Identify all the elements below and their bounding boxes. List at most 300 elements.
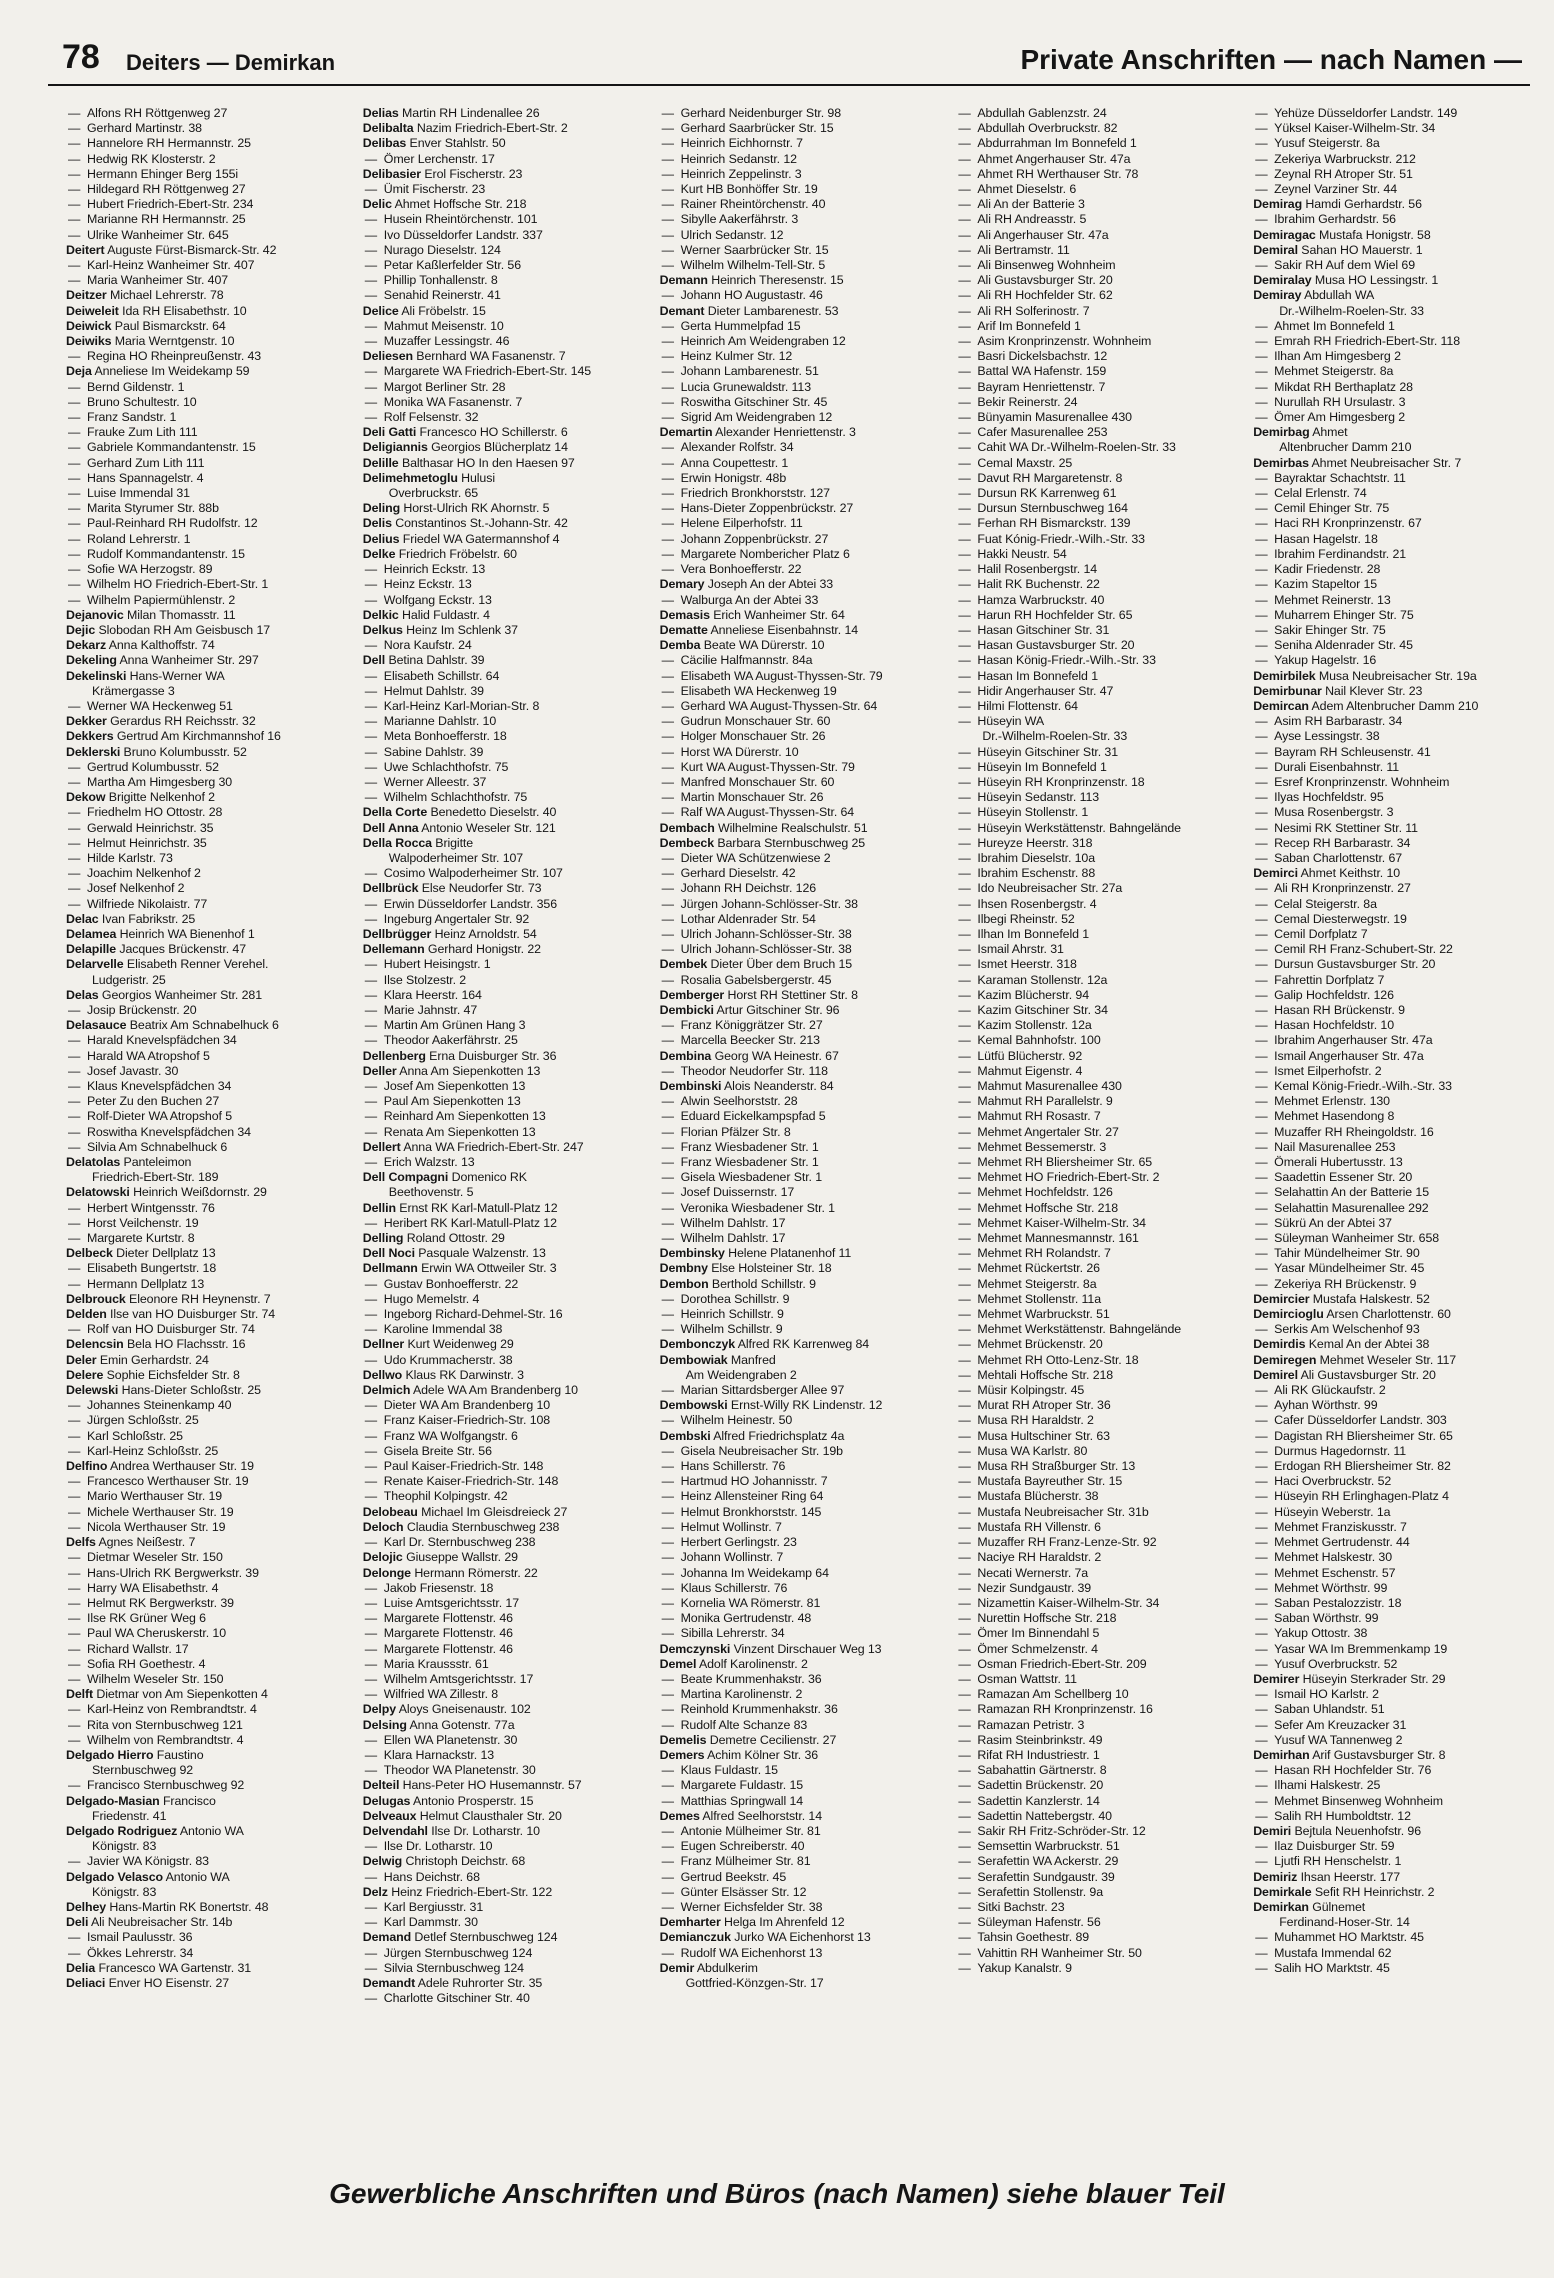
listing-entry: — Charlotte Gitschiner Str. 40 — [359, 1991, 646, 2006]
surname-entry: Demers Achim Kölner Str. 36 — [659, 1747, 819, 1762]
surname: Delft — [66, 1687, 94, 1702]
surname-entry: Deiweleit Ida RH Elisabethstr. 10 — [66, 303, 247, 318]
surname-entry: Demirkale Sefit RH Heinrichstr. 2 — [1253, 1884, 1435, 1899]
surname-entry: Dellenberg Erna Duisburger Str. 36 — [362, 1048, 557, 1063]
listing-entry: — Vera Bonhoefferstr. 22 — [656, 562, 943, 577]
listing-entry: — Hüseyin Werkstättenstr. Bahngelände — [952, 821, 1239, 836]
listing-entry: — Gerhard WA August-Thyssen-Str. 64 — [656, 699, 943, 714]
listing-entry: — Wilhelm Dahlstr. 17 — [656, 1216, 943, 1231]
listing-entry: — Cäcilie Halfmannstr. 84a — [656, 653, 943, 668]
listing-entry: — Luise Amtsgerichtsstr. 17 — [359, 1596, 646, 1611]
listing-entry: — Kazim Gitschiner Str. 34 — [952, 1003, 1239, 1018]
listing-entry: — Ilse Stolzestr. 2 — [359, 973, 646, 988]
listing-entry: — Uwe Schlachthofstr. 75 — [359, 760, 646, 775]
surname: Delac — [66, 911, 99, 926]
entry-continuation: Dr.-Wilhelm-Roelen-Str. 33 — [1279, 303, 1424, 318]
listing-entry: — Werner Eichsfelder Str. 38 — [656, 1900, 943, 1915]
listing-entry: — Musa RH Haraldstr. 2 — [952, 1413, 1239, 1428]
listing-entry: — Hidir Angerhauser Str. 47 — [952, 684, 1239, 699]
listing-entry: — Yüksel Kaiser-Wilhelm-Str. 34 — [1249, 121, 1536, 136]
listing-entry: — Heribert RK Karl-Matull-Platz 12 — [359, 1216, 646, 1231]
surname-entry: Delere Sophie Eichsfelder Str. 8 — [66, 1367, 240, 1382]
listing-entry: — Nurullah RH Ursulastr. 3 — [1249, 395, 1536, 410]
surname: Demartin — [659, 425, 713, 440]
listing-entry: — Wolfgang Eckstr. 13 — [359, 593, 646, 608]
listing-entry: — Meta Bonhoefferstr. 18 — [359, 729, 646, 744]
listing-entry: — Ökkes Lehrerstr. 34 — [62, 1946, 349, 1961]
listing-entry: — Hans-Dieter Zoppenbrückstr. 27 — [656, 501, 943, 516]
listing-entry: — Helmut Wollinstr. 7 — [656, 1520, 943, 1535]
listing-entry: — Gerhard Dieselstr. 42 — [656, 866, 943, 881]
surname-entry: Delden Ilse van HO Duisburger Str. 74 — [66, 1307, 276, 1322]
listing-entry: — Ismail Paulusstr. 36 — [62, 1930, 349, 1945]
entry-continuation: Friedrich-Ebert-Str. 189 — [92, 1170, 219, 1185]
listing-entry: — Mustafa Blücherstr. 38 — [952, 1489, 1239, 1504]
surname-entry: Delgado Rodriguez Antonio WA — [66, 1823, 244, 1838]
surname-entry: Demirel Ali Gustavsburger Str. 20 — [1253, 1367, 1436, 1382]
listing-entry: — Mehmet Franziskusstr. 7 — [1249, 1520, 1536, 1535]
surname-entry: Dembach Wilhelmine Realschulstr. 51 — [659, 820, 868, 835]
listing-entry: — Sefer Am Kreuzacker 31 — [1249, 1718, 1536, 1733]
listing-entry: — Klaus Knevelspfädchen 34 — [62, 1079, 349, 1094]
listing-entry: — Rudolf Alte Schanze 83 — [656, 1718, 943, 1733]
listing-entry: — Esref Kronprinzenstr. Wohnheim — [1249, 775, 1536, 790]
listing-entry: — Marita Styrumer Str. 88b — [62, 501, 349, 516]
listing-entry: — Mahmut Masurenallee 430 — [952, 1079, 1239, 1094]
listing-entry: — Helmut Heinrichstr. 35 — [62, 836, 349, 851]
listing-entry: — Ulrike Wanheimer Str. 645 — [62, 228, 349, 243]
listing-entry: — Hartmud HO Johannisstr. 7 — [656, 1474, 943, 1489]
listing-entry: — Ali Bertramstr. 11 — [952, 243, 1239, 258]
surname: Delling — [362, 1231, 404, 1246]
surname: Delas — [66, 987, 99, 1002]
listing-entry: — Heinz Eckstr. 13 — [359, 577, 646, 592]
listing-entry: — Cafer Masurenallee 253 — [952, 425, 1239, 440]
surname: Delic — [362, 197, 392, 212]
listing-entry: — Hüseyin Im Bonnefeld 1 — [952, 760, 1239, 775]
listing-entry: — Yusuf Steigerstr. 8a — [1249, 136, 1536, 151]
surname: Deli — [66, 1915, 89, 1930]
listing-entry: — Werner Saarbrücker Str. 15 — [656, 243, 943, 258]
surname: Deli Gatti — [362, 425, 417, 440]
surname-entry: Demirbilek Musa Neubreisacher Str. 19a — [1253, 668, 1477, 683]
surname-entry: Delfino Andrea Werthauser Str. 19 — [66, 1459, 254, 1474]
surname: Demant — [659, 303, 705, 318]
listing-entry: — Muharrem Ehinger Str. 75 — [1249, 608, 1536, 623]
listing-entry: — Jürgen Schloßstr. 25 — [62, 1413, 349, 1428]
listing-entry: — Hüseyin Stollenstr. 1 — [952, 805, 1239, 820]
surname-entry: Delibalta Nazim Friedrich-Ebert-Str. 2 — [362, 121, 568, 136]
listing-entry: — Elisabeth WA Heckenweg 19 — [656, 684, 943, 699]
listing-entry: — Hubert Friedrich-Ebert-Str. 234 — [62, 197, 349, 212]
surname: Delia — [66, 1960, 96, 1975]
surname-entry: Demasis Erich Wanheimer Str. 64 — [659, 607, 845, 622]
surname-entry: Delarvelle Elisabeth Renner Verehel. — [66, 957, 269, 972]
surname-entry: Deli Ali Neubreisacher Str. 14b — [66, 1915, 233, 1930]
listing-entry: — Mehmet Stollenstr. 11a — [952, 1292, 1239, 1307]
surname: Delfino — [66, 1459, 108, 1474]
listing-entry: — Rolf Felsenstr. 32 — [359, 410, 646, 425]
entry-continuation: Am Weidengraben 2 — [685, 1367, 797, 1382]
surname-entry: Delgado-Masian Francisco — [66, 1793, 216, 1808]
surname-entry: Delis Constantinos St.-Johann-Str. 42 — [362, 516, 568, 531]
surname: Delimehmetoglu — [362, 470, 458, 485]
listing-entry: — Hildegard RH Röttgenweg 27 — [62, 182, 349, 197]
surname: Demers — [659, 1747, 705, 1762]
listing-entry: — Süleyman Wanheimer Str. 658 — [1249, 1231, 1536, 1246]
listing-entry: — Ramazan Am Schellberg 10 — [952, 1687, 1239, 1702]
listing-entry: — Bernd Gildenstr. 1 — [62, 380, 349, 395]
surname: Della Rocca — [362, 835, 432, 850]
listing-entry: — Gerhard Saarbrücker Str. 15 — [656, 121, 943, 136]
surname-entry: Delewski Hans-Dieter Schloßstr. 25 — [66, 1383, 261, 1398]
surname-entry: Demiri Bejtula Neuenhofstr. 96 — [1253, 1823, 1422, 1838]
surname-entry: Dell Compagni Domenico RK — [362, 1170, 527, 1185]
listing-entry: — Horst WA Dürerstr. 10 — [656, 745, 943, 760]
listing-entry: — Wilhelm Weseler Str. 150 — [62, 1672, 349, 1687]
listing-entry: — Franz WA Wolfgangstr. 6 — [359, 1429, 646, 1444]
listing-entry: — Horst Veilchenstr. 19 — [62, 1216, 349, 1231]
surname: Delapille — [66, 942, 117, 957]
listing-entry: — Kemal König-Friedr.-Wilh.-Str. 33 — [1249, 1079, 1536, 1094]
surname-entry: Dell Betina Dahlstr. 39 — [362, 653, 485, 668]
listing-entry: — Cemal Diesterwegstr. 19 — [1249, 912, 1536, 927]
listing-entry: — Margarete Kurtstr. 8 — [62, 1231, 349, 1246]
surname-entry: Delic Ahmet Hoffsche Str. 218 — [362, 197, 527, 212]
surname-entry: Dekarz Anna Kalthoffstr. 74 — [66, 638, 215, 653]
listing-entry: — Karl Schloßstr. 25 — [62, 1429, 349, 1444]
listing-entry: — Hüseyin WA — [952, 714, 1239, 729]
listing-entry: — Margarete Flottenstr. 46 — [359, 1626, 646, 1641]
listing-entry: — Sabine Dahlstr. 39 — [359, 745, 646, 760]
listing-entry: — Dagistan RH Bliersheimer Str. 65 — [1249, 1429, 1536, 1444]
surname: Demircier — [1253, 1291, 1310, 1306]
surname-entry: Delias Martin RH Lindenallee 26 — [362, 106, 540, 120]
surname-entry: Demirag Hamdi Gerhardstr. 56 — [1253, 197, 1422, 212]
listing-entry: — Zeynel Varziner Str. 44 — [1249, 182, 1536, 197]
listing-entry: — Müsir Kolpingstr. 45 — [952, 1383, 1239, 1398]
surname: Demirer — [1253, 1671, 1300, 1686]
listing-entry: — Selahattin Masurenallee 292 — [1249, 1201, 1536, 1216]
listing-entry: — Klara Harnackstr. 13 — [359, 1748, 646, 1763]
listing-entry: — Dursun RK Karrenweg 61 — [952, 486, 1239, 501]
listing-entry: — Richard Wallstr. 17 — [62, 1642, 349, 1657]
surname: Dellwo — [362, 1367, 403, 1382]
surname-entry: Delobeau Michael Im Gleisdreieck 27 — [362, 1504, 568, 1519]
footer-note: Gewerbliche Anschriften und Büros (nach Namen) siehe blauer Teil — [329, 2178, 1225, 2209]
surname-entry: Dembina Georg WA Heinestr. 67 — [659, 1048, 839, 1063]
section-title: Private Anschriften — nach Namen — — [1020, 44, 1522, 75]
listing-entry: — Walburga An der Abtei 33 — [656, 593, 943, 608]
listing-entry: — Ibrahim Eschenstr. 88 — [952, 866, 1239, 881]
listing-entry: — Ömer Im Binnendahl 5 — [952, 1626, 1239, 1641]
listing-entry: — Ömer Am Himgesberg 2 — [1249, 410, 1536, 425]
listing-entry: — Reinhold Krummenhakstr. 36 — [656, 1702, 943, 1717]
surname: Dellert — [362, 1139, 401, 1154]
surname: Dellmann — [362, 1261, 418, 1276]
listing-entry: — Ali An der Batterie 3 — [952, 197, 1239, 212]
listing-entry: — Sibilla Lehrerstr. 34 — [656, 1626, 943, 1641]
listing-entry: — Josef Am Siepenkotten 13 — [359, 1079, 646, 1094]
surname: Delpy — [362, 1702, 397, 1717]
listing-entry: — Mehmet Brückenstr. 20 — [952, 1337, 1239, 1352]
surname: Delke — [362, 546, 396, 561]
surname-entry: Dellin Ernst RK Karl-Matull-Platz 12 — [362, 1200, 558, 1215]
listing-entry: — Ilhan Im Bonnefeld 1 — [952, 927, 1239, 942]
surname: Delis — [362, 516, 392, 531]
listing-entry: — Ömer Schmelzenstr. 4 — [952, 1642, 1239, 1657]
surname-entry: Dembon Berthold Schillstr. 9 — [659, 1276, 816, 1291]
surname-entry: Delft Dietmar von Am Siepenkotten 4 — [66, 1687, 268, 1702]
listing-entry: — Ilyas Hochfeldstr. 95 — [1249, 790, 1536, 805]
surname-entry: Delgado Hierro Faustino — [66, 1747, 204, 1762]
surname: Deligiannis — [362, 440, 428, 455]
surname-entry: Dellbrügger Heinz Arnoldstr. 54 — [362, 926, 537, 941]
surname-entry: Demiralay Musa HO Lessingstr. 1 — [1253, 273, 1439, 288]
listing-entry: — Karl Dammstr. 30 — [359, 1915, 646, 1930]
listing-entry: — Kazim Blücherstr. 94 — [952, 988, 1239, 1003]
surname-entry: Deliaci Enver HO Eisenstr. 27 — [66, 1975, 230, 1990]
listing-entry: — Ali RH Andreasstr. 5 — [952, 212, 1239, 227]
listing-entry: — Francisco Sternbuschweg 92 — [62, 1778, 349, 1793]
listing-entry: — Gabriele Kommandantenstr. 15 — [62, 440, 349, 455]
listing-entry: — Cahit WA Dr.-Wilhelm-Roelen-Str. 33 — [952, 440, 1239, 455]
listing-entry: — Josef Javastr. 30 — [62, 1064, 349, 1079]
listing-entry: — Hüseyin Weberstr. 1a — [1249, 1505, 1536, 1520]
listing-entry: — Johann Wollinstr. 7 — [656, 1550, 943, 1565]
surname: Deliesen — [362, 349, 413, 364]
surname-entry: Demiray Abdullah WA — [1253, 288, 1375, 303]
surname: Delius — [362, 531, 400, 546]
listing-entry: — Manfred Monschauer Str. 60 — [656, 775, 943, 790]
surname: Dematte — [659, 622, 708, 637]
surname-entry: Demirbag Ahmet — [1253, 425, 1348, 440]
surname: Demandt — [362, 1975, 416, 1990]
listing-entry: — Salih RH Humboldtstr. 12 — [1249, 1809, 1536, 1824]
listing-entry: — Klaus Fuldastr. 15 — [656, 1763, 943, 1778]
surname-entry: Demianczuk Jurko WA Eichenhorst 13 — [659, 1930, 871, 1945]
surname-entry: Demiral Sahan HO Mauerstr. 1 — [1253, 242, 1423, 257]
surname-entry: Delbeck Dieter Dellplatz 13 — [66, 1246, 216, 1261]
listing-entry: — Margarete Nombericher Platz 6 — [656, 547, 943, 562]
listing-entry: — Mehmet Kaiser-Wilhelm-Str. 34 — [952, 1216, 1239, 1231]
surname: Delbeck — [66, 1246, 113, 1261]
listing-entry: — Karl Bergiusstr. 31 — [359, 1900, 646, 1915]
listing-entry: — Abdullah Overbruckstr. 82 — [952, 121, 1239, 136]
listing-entry: — Mustafa Neubreisacher Str. 31b — [952, 1505, 1239, 1520]
surname: Demircioglu — [1253, 1307, 1324, 1322]
listing-entry: — Serafettin Sundgaustr. 39 — [952, 1870, 1239, 1885]
entry-continuation: Dr.-Wilhelm-Roelen-Str. 33 — [982, 729, 1128, 744]
listing-entry: — Johann Zoppenbrückstr. 27 — [656, 532, 943, 547]
surname-entry: Dekker Gerardus RH Reichsstr. 32 — [66, 714, 256, 729]
listing-entry: — Erich Walzstr. 13 — [359, 1155, 646, 1170]
listing-entry: — Yusuf WA Tannenweg 2 — [1249, 1733, 1536, 1748]
surname-entry: Delwig Christoph Deichstr. 68 — [362, 1854, 526, 1869]
listing-entry: — Klaus Schillerstr. 76 — [656, 1581, 943, 1596]
surname: Demirkan — [1253, 1899, 1309, 1914]
listing-entry: — Javier WA Königstr. 83 — [62, 1854, 349, 1869]
surname: Dekow — [66, 790, 106, 805]
listing-entry: — Ibrahim Dieselstr. 10a — [952, 851, 1239, 866]
listing-entry: — Karl Dr. Sternbuschweg 238 — [359, 1535, 646, 1550]
listing-entry: — Battal WA Hafenstr. 159 — [952, 364, 1239, 379]
surname-entry: Delmich Adele WA Am Brandenberg 10 — [362, 1383, 578, 1398]
listing-entry: — Harry WA Elisabethstr. 4 — [62, 1581, 349, 1596]
listing-entry: — Rita von Sternbuschweg 121 — [62, 1718, 349, 1733]
surname: Dekkers — [66, 729, 114, 744]
surname: Dellemann — [362, 942, 425, 957]
listing-entry: — Wilhelm HO Friedrich-Ebert-Str. 1 — [62, 577, 349, 592]
surname: Delfs — [66, 1535, 96, 1550]
listing-entry: — Mehmet Bessemerstr. 3 — [952, 1140, 1239, 1155]
surname-entry: Demczynski Vinzent Dirschauer Weg 13 — [659, 1641, 882, 1656]
surname-entry: Demiregen Mehmet Weseler Str. 117 — [1253, 1352, 1457, 1367]
listing-entry: — Ramazan Petristr. 3 — [952, 1718, 1239, 1733]
listing-entry: — Ali RH Kronprinzenstr. 27 — [1249, 881, 1536, 896]
surname: Delvendahl — [362, 1823, 428, 1838]
listing-entry: — Wilhelm von Rembrandtstr. 4 — [62, 1733, 349, 1748]
listing-entry: — Friedrich Bronkhorststr. 127 — [656, 486, 943, 501]
listing-entry: — Sakir RH Auf dem Wiel 69 — [1249, 258, 1536, 273]
listing-entry: — Ido Neubreisacher Str. 27a — [952, 881, 1239, 896]
listing-entry: — Heinrich Eichhornstr. 7 — [656, 136, 943, 151]
listing-entry: — Maria Wanheimer Str. 407 — [62, 273, 349, 288]
listing-entry: — Wilhelm Dahlstr. 17 — [656, 1231, 943, 1246]
listing-entry: — Ismail HO Karlstr. 2 — [1249, 1687, 1536, 1702]
surname: Demharter — [659, 1915, 721, 1930]
surname-entry: Dembonczyk Alfred RK Karrenweg 84 — [659, 1337, 870, 1352]
surname-entry: Dell Anna Antonio Weseler Str. 121 — [362, 820, 556, 835]
listing-entry: — Osman Friedrich-Ebert-Str. 209 — [952, 1657, 1239, 1672]
listing-entry: — Selahattin An der Batterie 15 — [1249, 1185, 1536, 1200]
listing-entry: — Harald WA Atropshof 5 — [62, 1049, 349, 1064]
listing-entry: — Elisabeth Schillstr. 64 — [359, 669, 646, 684]
surname-entry: Demharter Helga Im Ahrenfeld 12 — [659, 1915, 845, 1930]
surname: Demiralay — [1253, 273, 1312, 288]
surname: Demiray — [1253, 288, 1302, 303]
surname-entry: Deitert Auguste Fürst-Bismarck-Str. 42 — [66, 242, 277, 257]
listing-entry: — Theodor Neudorfer Str. 118 — [656, 1064, 943, 1079]
listing-entry: — Mustafa Bayreuther Str. 15 — [952, 1474, 1239, 1489]
surname-entry: Demel Adolf Karolinenstr. 2 — [659, 1656, 808, 1671]
surname: Demircan — [1253, 698, 1309, 713]
listing-entry: — Karl-Heinz von Rembrandtstr. 4 — [62, 1702, 349, 1717]
surname: Delonge — [362, 1565, 411, 1580]
listing-entry: — Regina HO Rheinpreußenstr. 43 — [62, 349, 349, 364]
surname-entry: Delsing Anna Gotenstr. 77a — [362, 1717, 515, 1732]
surname: Dembowski — [659, 1398, 728, 1413]
listing-entry: — Hureyze Heerstr. 318 — [952, 836, 1239, 851]
listing-entry: — Mehmet Binsenweg Wohnheim — [1249, 1794, 1536, 1809]
listing-entry: — Ellen WA Planetenstr. 30 — [359, 1733, 646, 1748]
listing-entry: — Ljutfi RH Henschelstr. 1 — [1249, 1854, 1536, 1869]
listing-entry: — Hüseyin RH Kronprinzenstr. 18 — [952, 775, 1239, 790]
surname-entry: Dellbrück Else Neudorfer Str. 73 — [362, 881, 542, 896]
listing-entry: — Emrah RH Friedrich-Ebert-Str. 118 — [1249, 334, 1536, 349]
surname: Deitert — [66, 242, 105, 257]
listing-entry: — Silvia Sternbuschweg 124 — [359, 1961, 646, 1976]
listing-entry: — Mahmut Meisenstr. 10 — [359, 319, 646, 334]
surname: Deling — [362, 501, 401, 516]
listing-entry: — Hans Deichstr. 68 — [359, 1870, 646, 1885]
surname-entry: Dell Noci Pasquale Walzenstr. 13 — [362, 1246, 546, 1261]
listing-entry: — Celal Steigerstr. 8a — [1249, 897, 1536, 912]
listing-entry: — Paul Kaiser-Friedrich-Str. 148 — [359, 1459, 646, 1474]
surname-entry: Dejic Slobodan RH Am Geisbusch 17 — [66, 622, 271, 637]
listing-entry: — Wilfried WA Zillestr. 8 — [359, 1687, 646, 1702]
surname: Delibas — [362, 136, 407, 151]
surname: Dellin — [362, 1200, 396, 1215]
listing-entry: — Ismet Heerstr. 318 — [952, 957, 1239, 972]
directory-column-2 — [359, 106, 646, 2146]
listing-entry: — Nicola Werthauser Str. 19 — [62, 1520, 349, 1535]
listing-entry: — Mario Werthauser Str. 19 — [62, 1489, 349, 1504]
listing-entry: — Helmut Bronkhorststr. 145 — [656, 1505, 943, 1520]
listing-entry: — Ibrahim Gerhardstr. 56 — [1249, 212, 1536, 227]
listing-entry: — Bayraktar Schachtstr. 11 — [1249, 471, 1536, 486]
listing-entry: — Hans-Ulrich RK Bergwerkstr. 39 — [62, 1566, 349, 1581]
surname-entry: Deligiannis Georgios Blücherplatz 14 — [362, 440, 568, 455]
surname: Demirdis — [1253, 1337, 1306, 1352]
surname: Delibasier — [362, 166, 422, 181]
surname: Deliaci — [66, 1975, 106, 1990]
surname: Deler — [66, 1352, 97, 1367]
surname: Delden — [66, 1307, 107, 1322]
listing-entry: — Helmut Dahlstr. 39 — [359, 684, 646, 699]
listing-entry: — Nezir Sundgaustr. 39 — [952, 1581, 1239, 1596]
listing-entry: — Hans Schillerstr. 76 — [656, 1459, 943, 1474]
listing-entry: — Sakir RH Fritz-Schröder-Str. 12 — [952, 1824, 1239, 1839]
listing-entry: — Husein Rheintörchenstr. 101 — [359, 212, 646, 227]
listing-entry: — Phillip Tonhallenstr. 8 — [359, 273, 646, 288]
surname-entry: Delatowski Heinrich Weißdornstr. 29 — [66, 1185, 267, 1200]
listing-entry: — Dursun Sternbuschweg 164 — [952, 501, 1239, 516]
surname: Dekeling — [66, 653, 117, 668]
surname: Demianczuk — [659, 1930, 731, 1945]
listing-entry: — Ilaz Duisburger Str. 59 — [1249, 1839, 1536, 1854]
listing-entry: — Mehmet Wörthstr. 99 — [1249, 1581, 1536, 1596]
listing-entry: — Martin Am Grünen Hang 3 — [359, 1018, 646, 1033]
surname-entry: Delgado Velasco Antonio WA — [66, 1869, 230, 1884]
listing-entry: — Mehmet Angertaler Str. 27 — [952, 1125, 1239, 1140]
surname-entry: Deller Anna Am Siepenkotten 13 — [362, 1063, 541, 1078]
surname: Delgado Velasco — [66, 1869, 163, 1884]
listing-entry: — Ahmet RH Werthauser Str. 78 — [952, 167, 1239, 182]
surname: Demczynski — [659, 1641, 731, 1656]
surname-entry: Delatolas Panteleimon — [66, 1155, 192, 1170]
listing-entry: — Hannelore RH Hermannstr. 25 — [62, 136, 349, 151]
listing-entry: — Franz Mülheimer Str. 81 — [656, 1854, 943, 1869]
surname: Dembinsky — [659, 1246, 725, 1261]
surname-entry: Dellemann Gerhard Honigstr. 22 — [362, 942, 541, 957]
listing-entry: — Ilhan Am Himgesberg 2 — [1249, 349, 1536, 364]
listing-entry: — Jakob Friesenstr. 18 — [359, 1581, 646, 1596]
surname: Dekarz — [66, 638, 107, 653]
surname: Demirbag — [1253, 425, 1310, 440]
surname: Dellbrügger — [362, 926, 432, 941]
surname-entry: Demiragac Mustafa Honigstr. 58 — [1253, 227, 1431, 242]
listing-entry: — Dieter WA Schützenwiese 2 — [656, 851, 943, 866]
listing-entry: — Sigrid Am Weidengraben 12 — [656, 410, 943, 425]
surname: Delille — [362, 455, 399, 470]
listing-entry: — Mehmet Steigerstr. 8a — [952, 1277, 1239, 1292]
listing-entry: — Karl-Heinz Schloßstr. 25 — [62, 1444, 349, 1459]
listing-entry: — Cosimo Walpoderheimer Str. 107 — [359, 866, 646, 881]
listing-entry: — Ismail Angerhauser Str. 47a — [1249, 1049, 1536, 1064]
surname: Dembinski — [659, 1079, 722, 1093]
surname: Delibalta — [362, 121, 414, 136]
